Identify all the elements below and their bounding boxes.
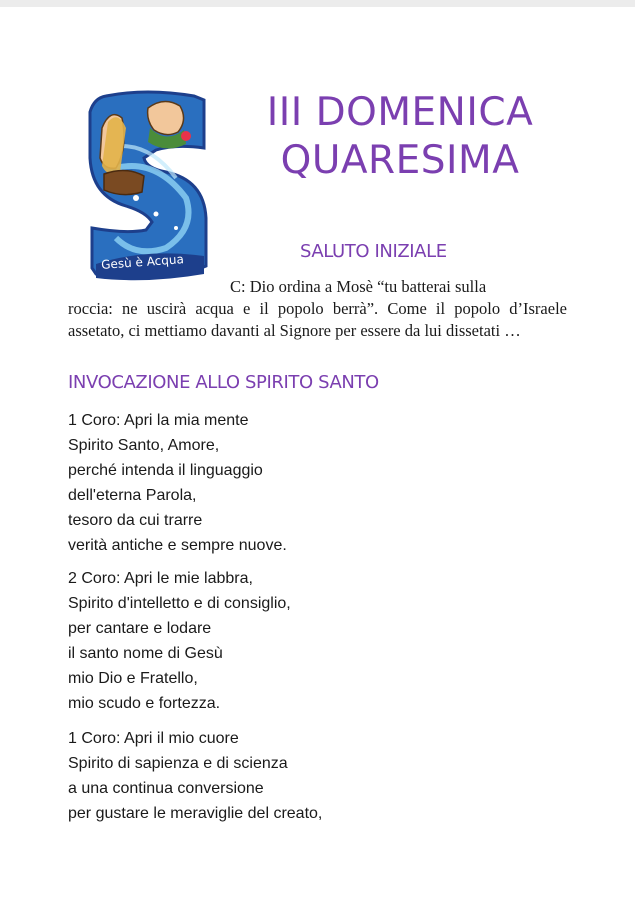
verse-line: verità antiche e sempre nuove. — [68, 537, 287, 554]
stanza-1 — [68, 408, 287, 558]
verse-line: il santo nome di Gesù — [68, 645, 223, 662]
verse-line: mio scudo e fortezza. — [68, 695, 221, 712]
stanza-3 — [68, 726, 322, 826]
verse-line: Spirito Santo, Amore, — [68, 437, 220, 454]
page-title-line1: III DOMENICA — [266, 90, 534, 135]
saluto-text-continuation: roccia: ne uscirà acqua e il popolo berrà”. Come il popolo d’Israele assetato, ci mettiamo davanti al Signore per essere da lui dissetati … — [68, 299, 567, 340]
page-title-line2: QUARESIMA — [280, 138, 520, 183]
verse-line: dell'eterna Parola, — [68, 487, 197, 504]
saluto-heading: SALUTO INIZIALE — [300, 241, 447, 262]
verse-line: tesoro da cui trarre — [68, 512, 203, 529]
saluto-text-first-line: C: Dio ordina a Mosè “tu batterai sulla — [230, 277, 487, 296]
logo-label: Gesù è Acqua — [100, 252, 185, 272]
invocazione-heading: INVOCAZIONE ALLO SPIRITO SANTO — [68, 372, 379, 393]
verse-line: 2 Coro: Apri le mie labbra, — [68, 570, 253, 587]
verse-line: per gustare le meraviglie del creato, — [68, 805, 323, 822]
verse-line: perché intenda il linguaggio — [68, 462, 263, 479]
verse-line: 1 Coro: Apri la mia mente — [68, 412, 249, 429]
verse-line: per cantare e lodare — [68, 620, 212, 637]
verse-line: 1 Coro: Apri il mio cuore — [68, 730, 239, 747]
stanza-2 — [68, 566, 291, 716]
verse-line: mio Dio e Fratello, — [68, 670, 198, 687]
top-edge-bar — [0, 0, 635, 7]
verse-line: Spirito d'intelletto e di consiglio, — [68, 595, 291, 612]
verse-line: Spirito di sapienza e di scienza — [68, 755, 288, 772]
verse-line: a una continua conversione — [68, 780, 264, 797]
